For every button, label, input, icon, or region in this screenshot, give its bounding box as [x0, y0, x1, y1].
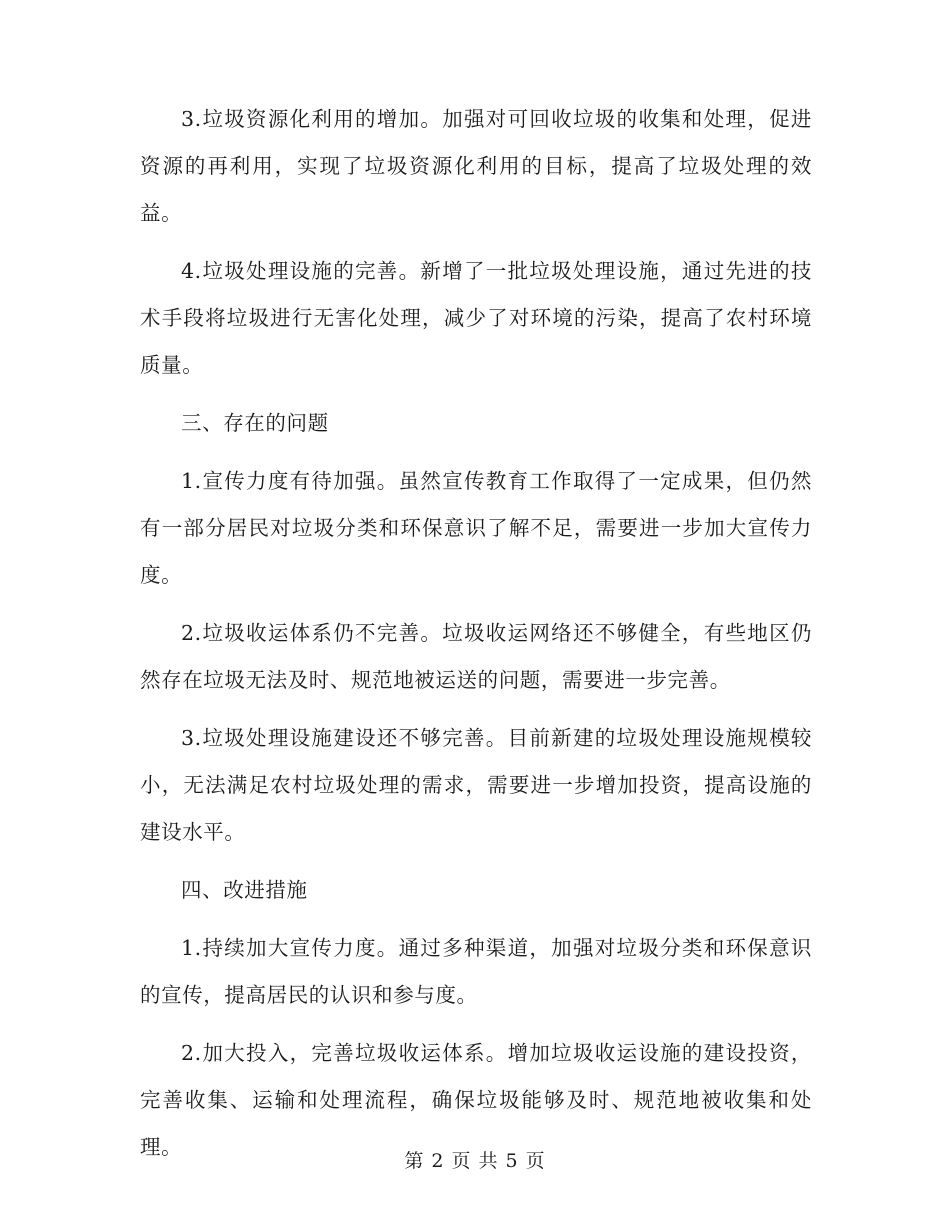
- paragraph-facility-problem: 3.垃圾处理设施建设还不够完善。目前新建的垃圾处理设施规模较小，无法满足农村垃圾处理的需求，需要进一步增加投资，提高设施的建设水平。: [140, 726, 812, 844]
- paragraph-publicity-problem: 1.宣传力度有待加强。虽然宣传教育工作取得了一定成果，但仍然有一部分居民对垃圾分类和环保意识了解不足，需要进一步加大宣传力度。: [140, 469, 812, 587]
- paragraph-facility-improvement: 4.垃圾处理设施的完善。新增了一批垃圾处理设施，通过先进的技术手段将垃圾进行无害化处理，减少了对环境的污染，提高了农村环境质量。: [140, 259, 812, 377]
- paragraph-publicity-measure: 1.持续加大宣传力度。通过多种渠道，加强对垃圾分类和环保意识的宣传，提高居民的认识和参与度。: [140, 936, 812, 1007]
- page-number: 第 2 页 共 5 页: [404, 1150, 546, 1172]
- paragraph-resource-utilization: 3.垃圾资源化利用的增加。加强对可回收垃圾的收集和处理，促进资源的再利用，实现了垃圾资源化利用的目标，提高了垃圾处理的效益。: [140, 107, 812, 225]
- paragraph-collection-measure: 2.加大投入，完善垃圾收运体系。增加垃圾收运设施的建设投资，完善收集、运输和处理流程，确保垃圾能够及时、规范地被收集和处理。: [140, 1041, 812, 1159]
- paragraph-collection-problem: 2.垃圾收运体系仍不完善。垃圾收运网络还不够健全，有些地区仍然存在垃圾无法及时、规范地被运送的问题，需要进一步完善。: [140, 621, 812, 692]
- section-heading-problems: 三、存在的问题: [181, 411, 329, 435]
- section-heading-measures: 四、改进措施: [181, 878, 308, 902]
- document-page: [140, 96, 812, 1182]
